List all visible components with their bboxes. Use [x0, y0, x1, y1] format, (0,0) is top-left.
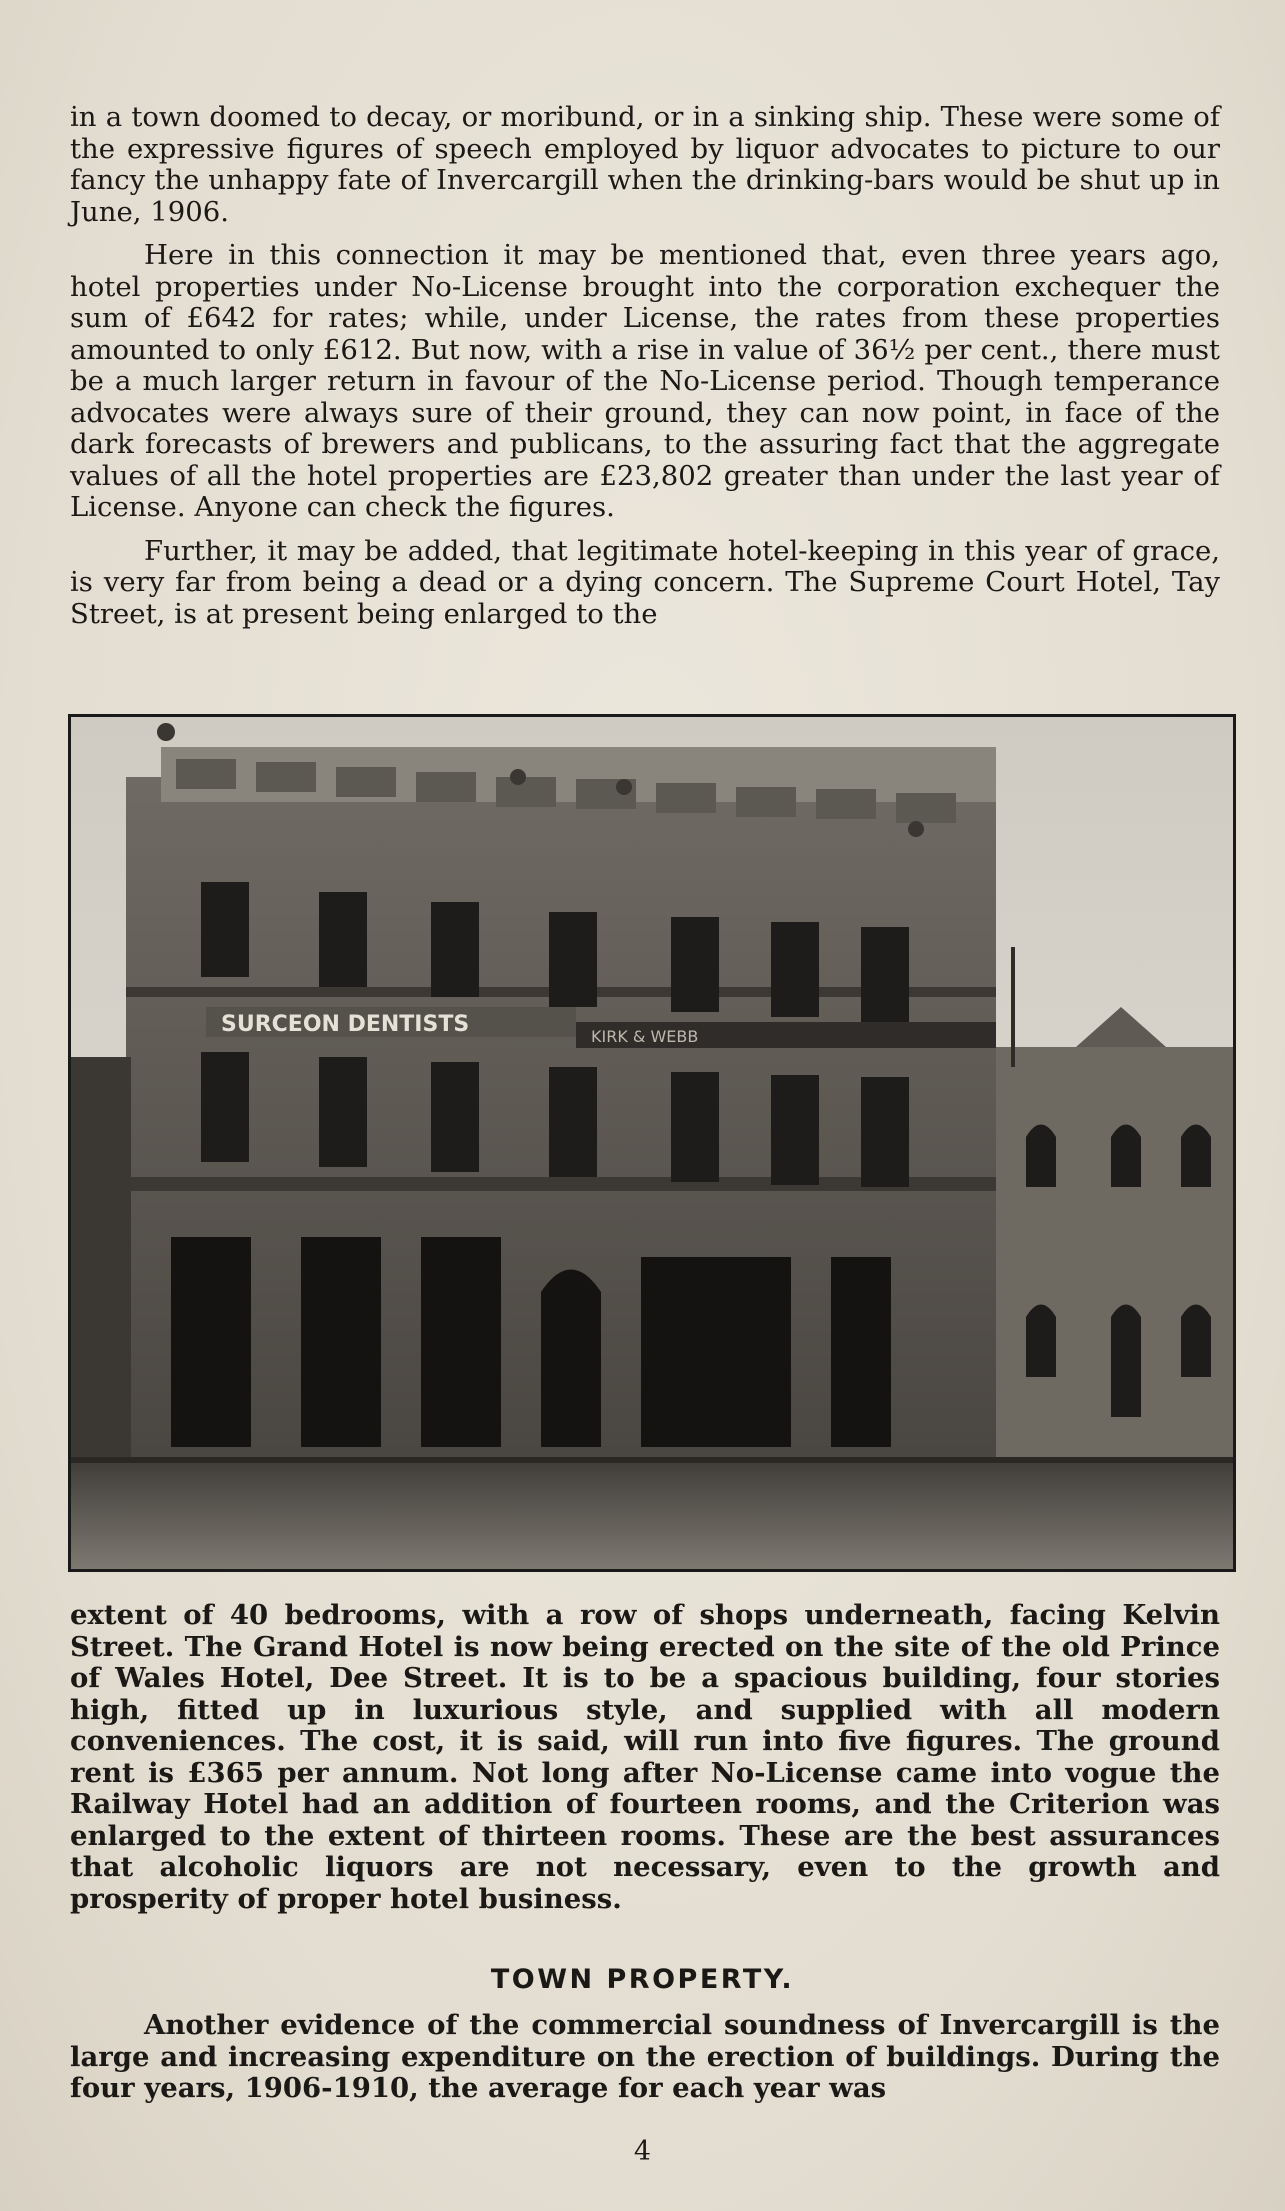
paragraph-town-property: Another evidence of the commercial soundness of Invercargill is the large and increasing expenditure on the erection of buildings. During the four years, 1906-1910, the average for each year was	[70, 2009, 1220, 2104]
paragraph-continuation: in a town doomed to decay, or moribund, or in a sinking ship. These were some of the expressive figures of speech employed by liquor advocates to picture to our fancy the unhappy fate of Invercargill when the drinking-bars would be shut up in June, 1906.	[70, 101, 1220, 228]
sign-surgeon-dentists: SURCEON DENTISTS	[221, 1012, 470, 1037]
hotel-photograph	[68, 714, 1236, 1572]
section-heading: TOWN PROPERTY.	[490, 1964, 795, 1995]
sign-kirk-webb: KIRK & WEBB	[591, 1027, 699, 1046]
paragraph-hotels-extension: extent of 40 bedrooms, with a row of shops underneath, facing Kelvin Street. The Grand Hotel is now being erected on the site of the old Prince of Wales Hotel, Dee Street. It is to be a spacious building, four stories high, fitted up in luxurious style, and supplied with all modern conveniences. The cost, it is said, will run into five figures. The ground rent is £365 per annum. Not long after No-License came into vogue the Railway Hotel had an addition of fourteen rooms, and the Criterion was enlarged to the extent of thirteen rooms. These are the best assurances that alcoholic liquors are not necessary, even to the growth and prosperity of proper hotel business.	[70, 1599, 1220, 1915]
paragraph-hotel-keeping: Further, it may be added, that legitimate hotel-keeping in this year of grace, is very far from being a dead or a dying concern. The Supreme Court Hotel, Tay Street, is at present being enlarged to the	[70, 534, 1220, 630]
top-text	[70, 102, 1220, 630]
page-number: 4	[633, 2136, 652, 2167]
paragraph-hotel-rates: Here in this connection it may be mentioned that, even three years ago, hotel properties under No-License brought into the corporation exchequer the sum of £642 for rates; while, under License, the rates from these properties amounted to only £612. But now, with a rise in value of 36½ per cent., there must be a much larger return in favour of the No-License period. Though temperance advocates were always sure of their ground, they can now point, in face of the dark forecasts of brewers and publicans, to the assuring fact that the aggregate values of all the hotel properties are £23,802 greater than under the last year of License. Anyone can check the figures.	[70, 239, 1220, 523]
section-text	[70, 2010, 1220, 2105]
after-photo-text	[70, 1600, 1220, 1915]
